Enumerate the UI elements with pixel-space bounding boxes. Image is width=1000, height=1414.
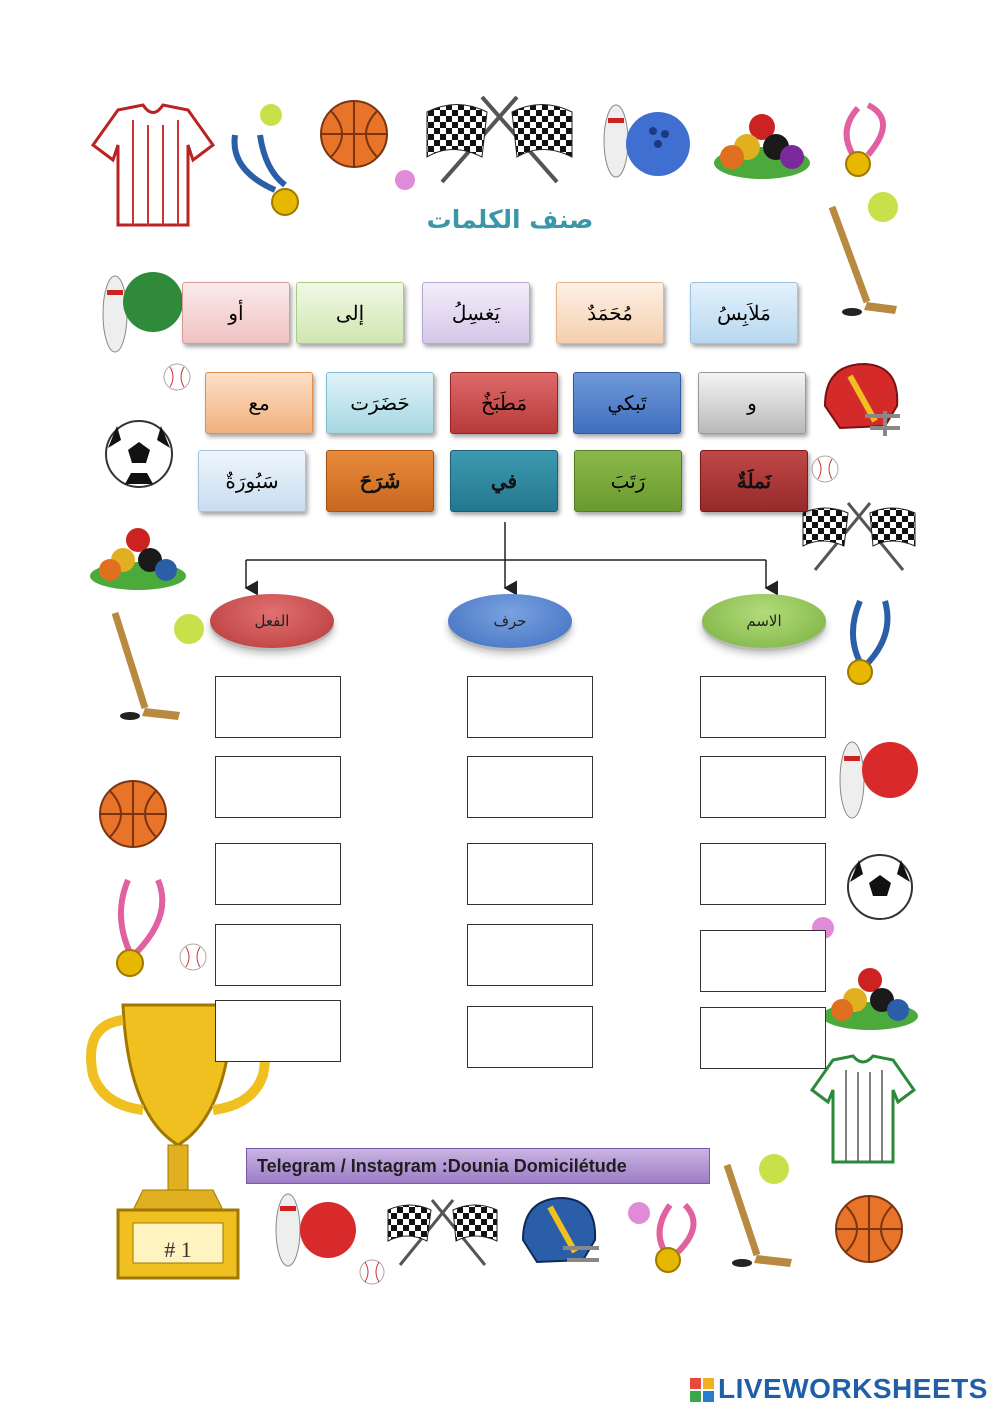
category-verb: الفعل: [210, 594, 334, 648]
baseball-icon: [178, 942, 208, 972]
medal-icon: [225, 130, 305, 220]
billiard-balls-icon: [712, 105, 812, 185]
word-tile[interactable]: حَضَرَت: [326, 372, 434, 434]
trophy-label: # 1: [164, 1237, 192, 1262]
medal-icon: [640, 1200, 712, 1278]
word-tile[interactable]: تَبكي: [573, 372, 681, 434]
baseball-icon: [358, 1258, 386, 1286]
medal-icon: [828, 100, 903, 180]
particle-drop-box[interactable]: [467, 676, 593, 738]
tennis-ball-icon: [258, 102, 284, 128]
word-tile[interactable]: مَطَبَخٌ: [450, 372, 558, 434]
football-helmet-icon: [815, 356, 903, 444]
word-tile[interactable]: رَتَبَ: [574, 450, 682, 512]
medal-icon: [108, 875, 180, 983]
baseball-icon: [162, 362, 192, 392]
particle-drop-box[interactable]: [467, 843, 593, 905]
word-tile[interactable]: سَبُورَةٌ: [198, 450, 306, 512]
verb-drop-box[interactable]: [215, 843, 341, 905]
soccer-ball-icon: [845, 852, 915, 922]
word-tile[interactable]: نَملَةٌ: [700, 450, 808, 512]
verb-drop-box[interactable]: [215, 1000, 341, 1062]
noun-drop-box[interactable]: [700, 756, 826, 818]
particle-drop-box[interactable]: [467, 756, 593, 818]
category-particle: حرف: [448, 594, 572, 648]
word-tile[interactable]: شَرَحَ: [326, 450, 434, 512]
credit-banner: Telegram / Instagram :Dounia Domicilétude: [246, 1148, 710, 1184]
noun-drop-box[interactable]: [700, 843, 826, 905]
verb-drop-box[interactable]: [215, 756, 341, 818]
word-tile[interactable]: في: [450, 450, 558, 512]
medal-icon: [840, 596, 910, 688]
jersey-icon: [88, 100, 218, 230]
bowling-icon: [270, 1188, 360, 1270]
checkered-flags-icon: [385, 1195, 500, 1267]
word-tile[interactable]: مَلاَبِسُ: [690, 282, 798, 344]
billiard-balls-icon: [820, 960, 920, 1032]
particle-drop-box[interactable]: [467, 1006, 593, 1068]
word-tile[interactable]: مع: [205, 372, 313, 434]
football-helmet-icon: [515, 1192, 603, 1272]
noun-drop-box[interactable]: [700, 930, 826, 992]
liveworksheets-logo-icon: [690, 1378, 716, 1402]
jersey-icon: [808, 1052, 918, 1167]
word-tile[interactable]: إلى: [296, 282, 404, 344]
category-noun: الاسم: [702, 594, 826, 648]
verb-drop-box[interactable]: [215, 676, 341, 738]
basketball-icon: [318, 98, 390, 170]
ball-icon: [393, 168, 417, 192]
hockey-stick-icon: [822, 202, 912, 322]
particle-drop-box[interactable]: [467, 924, 593, 986]
word-tile[interactable]: يَغسِلُ: [422, 282, 530, 344]
page-title: صنف الكلمات: [426, 205, 594, 234]
checkered-flags-icon: [422, 92, 577, 187]
noun-drop-box[interactable]: [700, 676, 826, 738]
bowling-icon: [832, 728, 922, 823]
basketball-icon: [833, 1193, 905, 1265]
connector-arrows: [230, 520, 790, 600]
brand-wordmark: LIVEWORKSHEETS: [718, 1373, 988, 1404]
word-tile[interactable]: مُحَمَدٌ: [556, 282, 664, 344]
checkered-flags-icon: [800, 498, 918, 573]
billiard-balls-icon: [88, 518, 188, 593]
tennis-ball-icon: [172, 612, 206, 646]
baseball-icon: [810, 454, 840, 484]
noun-drop-box[interactable]: [700, 1007, 826, 1069]
word-tile[interactable]: و: [698, 372, 806, 434]
verb-drop-box[interactable]: [215, 924, 341, 986]
bowling-icon: [598, 96, 698, 181]
bowling-icon: [95, 264, 185, 356]
basketball-icon: [97, 778, 169, 850]
hockey-stick-icon: [712, 1160, 802, 1272]
soccer-ball-icon: [103, 418, 175, 490]
word-tile[interactable]: أو: [182, 282, 290, 344]
